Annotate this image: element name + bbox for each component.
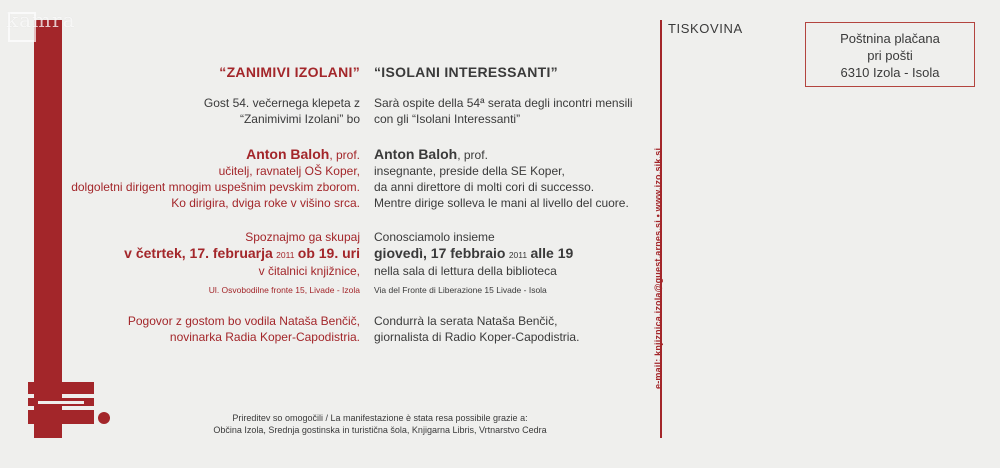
title-slovene: “ZANIMIVI IZOLANI” bbox=[219, 64, 360, 80]
contact-vertical-text: e-mail: knjiznica.izola@guest.arnes.si • www.izo.sik.si bbox=[653, 147, 663, 389]
watermark-logo: kamra bbox=[6, 8, 76, 32]
guest-name: Anton Baloh bbox=[246, 146, 330, 162]
it-event-details: Conosciamolo insieme giovedì, 17 febbraio 2011 alle 19 nella sala di lettura della biblioteca Via del Fronte di Liberazione 15 Livade - Isola bbox=[374, 230, 574, 295]
red-vertical-bar bbox=[34, 20, 62, 438]
sl-guest: Anton Baloh, prof. učitelj, ravnatelj OŠ Koper, dolgoletni dirigent mnogim uspešnim pevskim zborom. Ko dirigira, dviga roke v višino srca. bbox=[71, 146, 360, 210]
sponsors-footer: Prireditev so omogočili / La manifestazione è stata resa possibile grazie a: Občina Izola, Srednja gostinska in turistična šola, Knjigarna Libris, Vrtnarstvo Cedra bbox=[213, 413, 547, 435]
printed-matter-label: TISKOVINA bbox=[668, 21, 743, 36]
sl-event-details: Spoznajmo ga skupaj v četrtek, 17. februarja 2011 ob 19. uri v čitalnici knjižnice, Ul. Osvobodilne fronte 15, Livade - Izola bbox=[124, 230, 360, 295]
sl-host: Pogovor z gostom bo vodila Nataša Benčič, novinarka Radia Koper-Capodistria. bbox=[127, 314, 360, 344]
guest-name: Anton Baloh bbox=[374, 146, 458, 162]
title-italian: “ISOLANI INTERESSANTI” bbox=[374, 64, 558, 80]
it-intro: Sarà ospite della 54ª serata degli incontri mensili con gli “Isolani Interessanti” bbox=[374, 96, 633, 126]
postage-paid-stamp: Poštnina plačana pri pošti 6310 Izola - Isola bbox=[805, 22, 975, 87]
it-guest: Anton Baloh, prof. insegnante, preside della SE Koper, da anni direttore di molti cori di successo. Mentre dirige solleva le mani al livello del cuore. bbox=[374, 146, 629, 210]
it-host: Condurrà la serata Nataša Benčič, giornalista di Radio Koper-Capodistria. bbox=[374, 314, 580, 344]
sl-intro: Gost 54. večernega klepeta z “Zanimivimi Izolani” bo bbox=[203, 96, 360, 126]
